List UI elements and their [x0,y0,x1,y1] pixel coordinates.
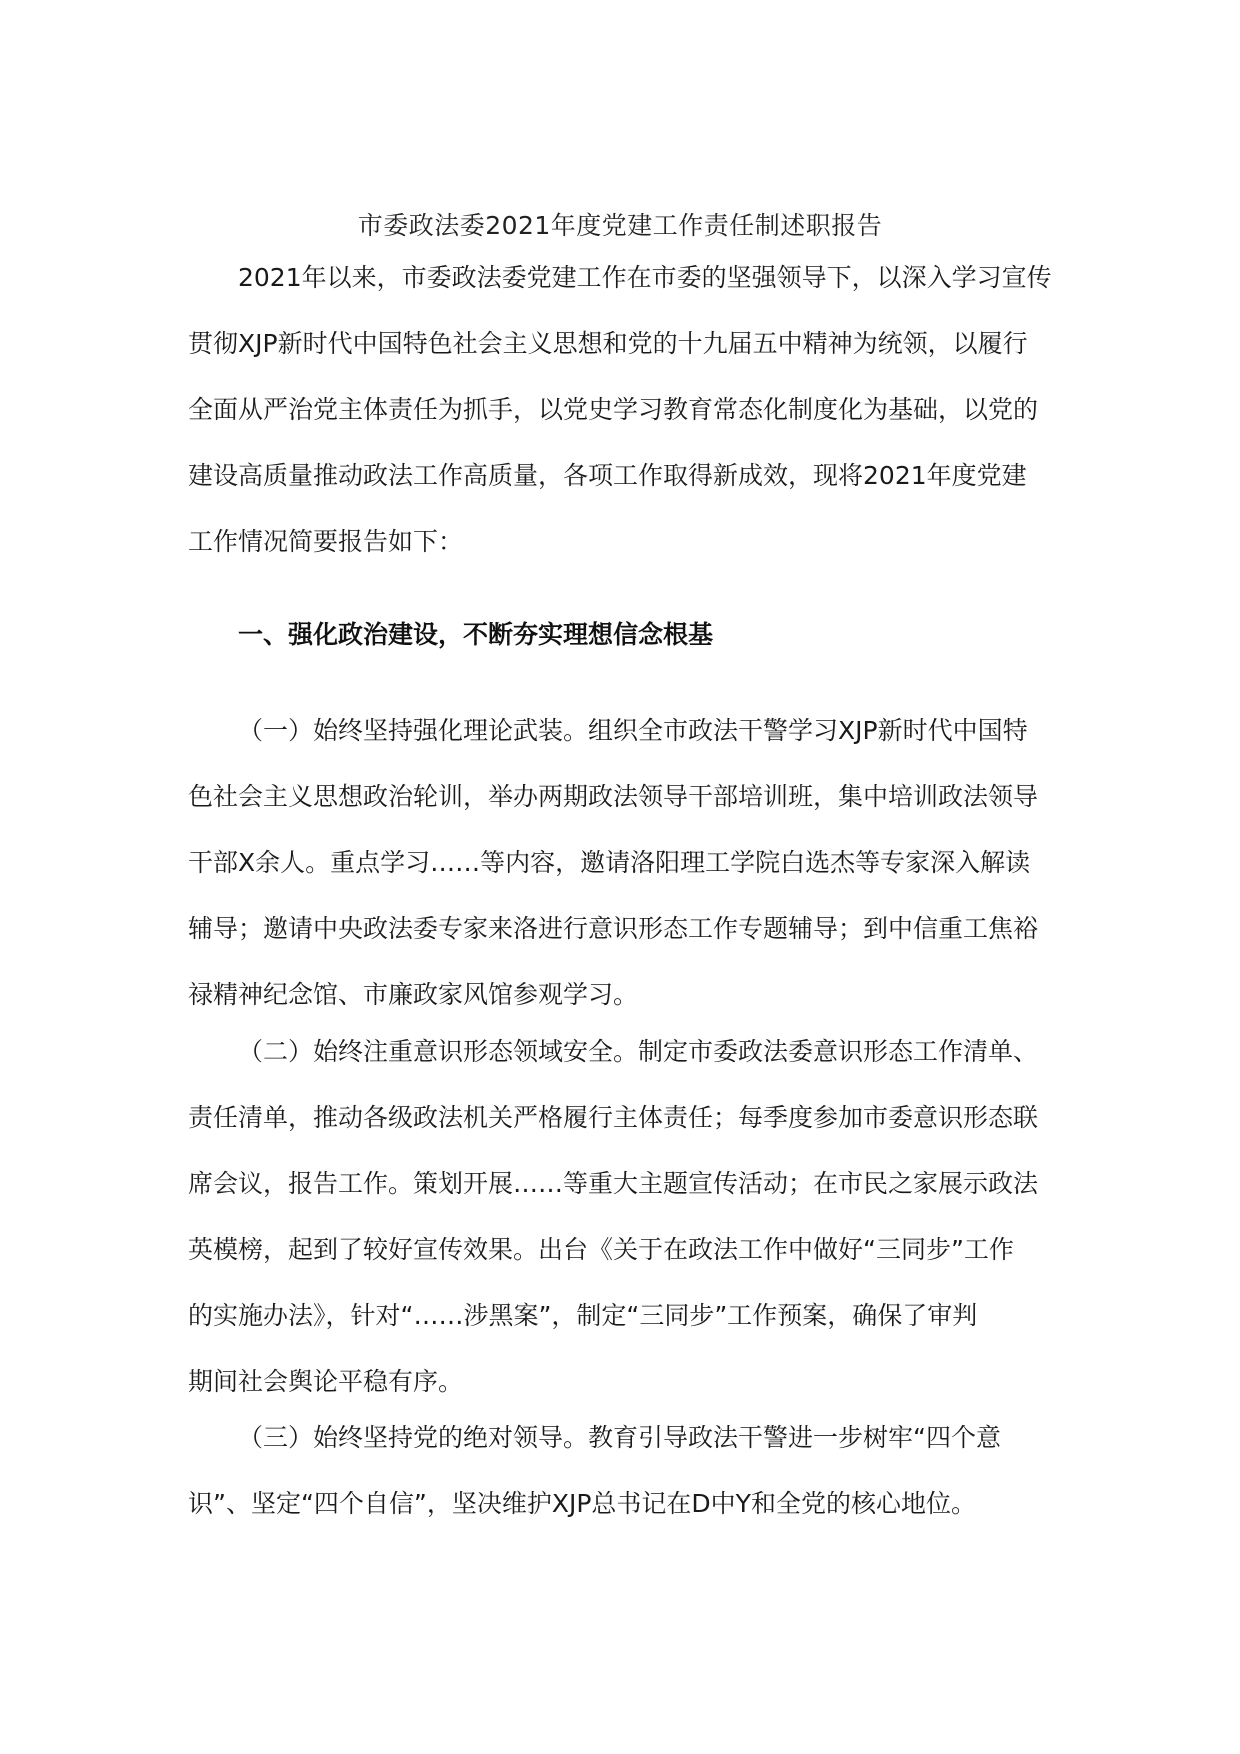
paragraph-3 [188,1405,1056,1537]
paragraph-line: 禄精神纪念馆、市廉政家风馆参观学习。 [188,980,639,1009]
intro-line: 贯彻XJP新时代中国特色社会主义思想和党的十九届五中精神为统领，以履行 [188,329,1028,358]
paragraph-line: 色社会主义思想政治轮训，举办两期政法领导干部培训班，集中培训政法领导 [188,782,1039,811]
paragraph-2 [188,1019,1056,1415]
intro-paragraph [188,245,1056,575]
paragraph-line: 识”、坚定“四个自信”，坚决维护XJP总书记在D中Y和全党的核心地位。 [188,1489,976,1518]
paragraph-line: 干部X余人。重点学习……等内容，邀请洛阳理工学院白选杰等专家深入解读 [188,848,1031,877]
paragraph-line: （二）始终注重意识形态领域安全。制定市委政法委意识形态工作清单、 [238,1037,1039,1066]
paragraph-line: 责任清单，推动各级政法机关严格履行主体责任；每季度参加市委意识形态联 [188,1103,1039,1132]
paragraph-1 [188,698,1056,1028]
intro-line: 建设高质量推动政法工作高质量，各项工作取得新成效，现将2021年度党建 [188,461,1027,490]
paragraph-line: 期间社会舆论平稳有序。 [188,1367,464,1396]
section-heading: 一、强化政治建设，不断夯实理想信念根基 [238,620,714,649]
paragraph-line: 辅导；邀请中央政法委专家来洛进行意识形态工作专题辅导；到中信重工焦裕 [188,914,1039,943]
paragraph-line: （三）始终坚持党的绝对领导。教育引导政法干警进一步树牢“四个意 [238,1423,1001,1452]
paragraph-line: 席会议，报告工作。策划开展……等重大主题宣传活动；在市民之家展示政法 [188,1169,1039,1198]
paragraph-line: 英模榜，起到了较好宣传效果。出台《关于在政法工作中做好“三同步”工作 [188,1235,1014,1264]
intro-line: 全面从严治党主体责任为抓手，以党史学习教育常态化制度化为基础，以党的 [188,395,1039,424]
intro-line: 2021年以来，市委政法委党建工作在市委的坚强领导下，以深入学习宣传 [238,263,1052,292]
document-title: 市委政法委2021年度党建工作责任制述职报告 [357,211,883,240]
paragraph-line: （一）始终坚持强化理论武装。组织全市政法干警学习XJP新时代中国特 [238,716,1028,745]
paragraph-line: 的实施办法》，针对“……涉黑案”，制定“三同步”工作预案，确保了审判 [188,1301,978,1330]
intro-line: 工作情况简要报告如下： [188,527,464,556]
